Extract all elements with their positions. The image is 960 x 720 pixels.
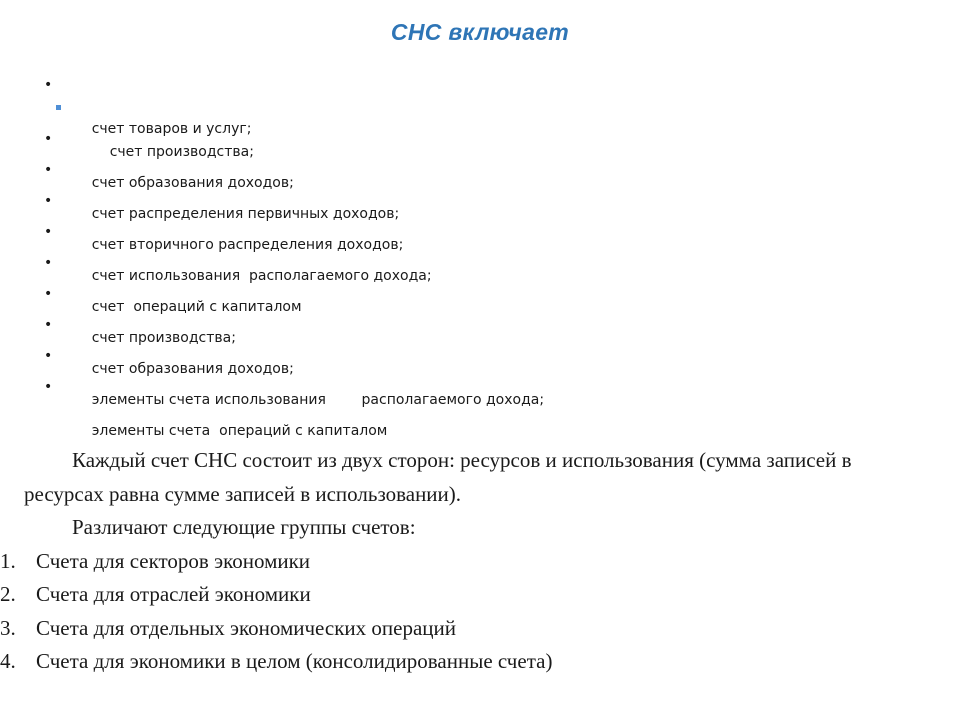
account-groups-list <box>0 545 924 679</box>
item-number: 4. <box>0 649 16 673</box>
list-item-text: элементы счета использования располагаемого дохода; <box>91 392 545 408</box>
list-item <box>44 74 924 137</box>
list-item <box>44 252 924 315</box>
list-item <box>44 159 924 222</box>
item-number: 2. <box>0 582 16 606</box>
paragraph-groups-intro <box>24 511 924 545</box>
bullet-icon: • <box>44 193 53 209</box>
item-text: Счета для экономики в целом (консолидированные счета) <box>36 649 553 673</box>
list-item <box>44 345 924 408</box>
bullet-icon: • <box>44 77 53 93</box>
paragraph-accounts-sides <box>24 444 924 511</box>
bullet-icon: • <box>44 255 53 271</box>
paragraph-text: Различают следующие группы счетов: <box>72 515 416 539</box>
bullet-icon: • <box>44 286 53 302</box>
list-item-text: счет распределения первичных доходов; <box>91 206 400 222</box>
list-item-text: элементы счета операций с капиталом <box>91 423 388 439</box>
numbered-item <box>0 612 924 646</box>
list-item-text: счет товаров и услуг; <box>91 121 252 137</box>
body-text <box>0 444 924 679</box>
numbered-item <box>0 545 924 579</box>
item-number: 1. <box>0 548 16 573</box>
list-item-text: счет образования доходов; <box>91 175 294 191</box>
item-number: 3. <box>0 615 16 640</box>
item-text: Счета для отраслей экономики <box>36 582 311 606</box>
numbered-item <box>0 578 924 612</box>
bullet-icon: • <box>44 348 53 364</box>
list-item <box>44 128 924 191</box>
list-item-text: счет производства; <box>109 144 254 160</box>
bullet-icon: • <box>44 162 53 178</box>
list-item <box>44 314 924 377</box>
list-item-text: счет использования располагаемого дохода; <box>91 268 432 284</box>
list-item-text: счет производства; <box>91 330 236 346</box>
numbered-item <box>0 645 924 679</box>
list-item <box>44 283 924 346</box>
list-item <box>44 376 924 439</box>
square-bullet-icon <box>56 105 61 110</box>
item-text: Счета для секторов экономики <box>36 548 311 573</box>
bullet-list <box>44 74 924 439</box>
list-item <box>44 190 924 253</box>
list-item-text: счет вторичного распределения доходов; <box>91 237 404 253</box>
slide-title: СНС включает <box>390 19 570 45</box>
item-text: Счета для отдельных экономических операций <box>36 615 456 640</box>
bullet-icon: • <box>44 317 53 333</box>
bullet-icon: • <box>44 224 53 240</box>
paragraph-text: Каждый счет СНС состоит из двух сторон: ресурсов и использования (сумма записей в ресурсах равна сумме записей в использовании). <box>24 448 852 506</box>
bullet-icon: • <box>44 131 53 147</box>
list-item-text: счет операций с капиталом <box>91 299 302 315</box>
list-item-text: счет образования доходов; <box>91 361 294 377</box>
bullet-icon: • <box>44 379 53 395</box>
list-item <box>44 221 924 284</box>
